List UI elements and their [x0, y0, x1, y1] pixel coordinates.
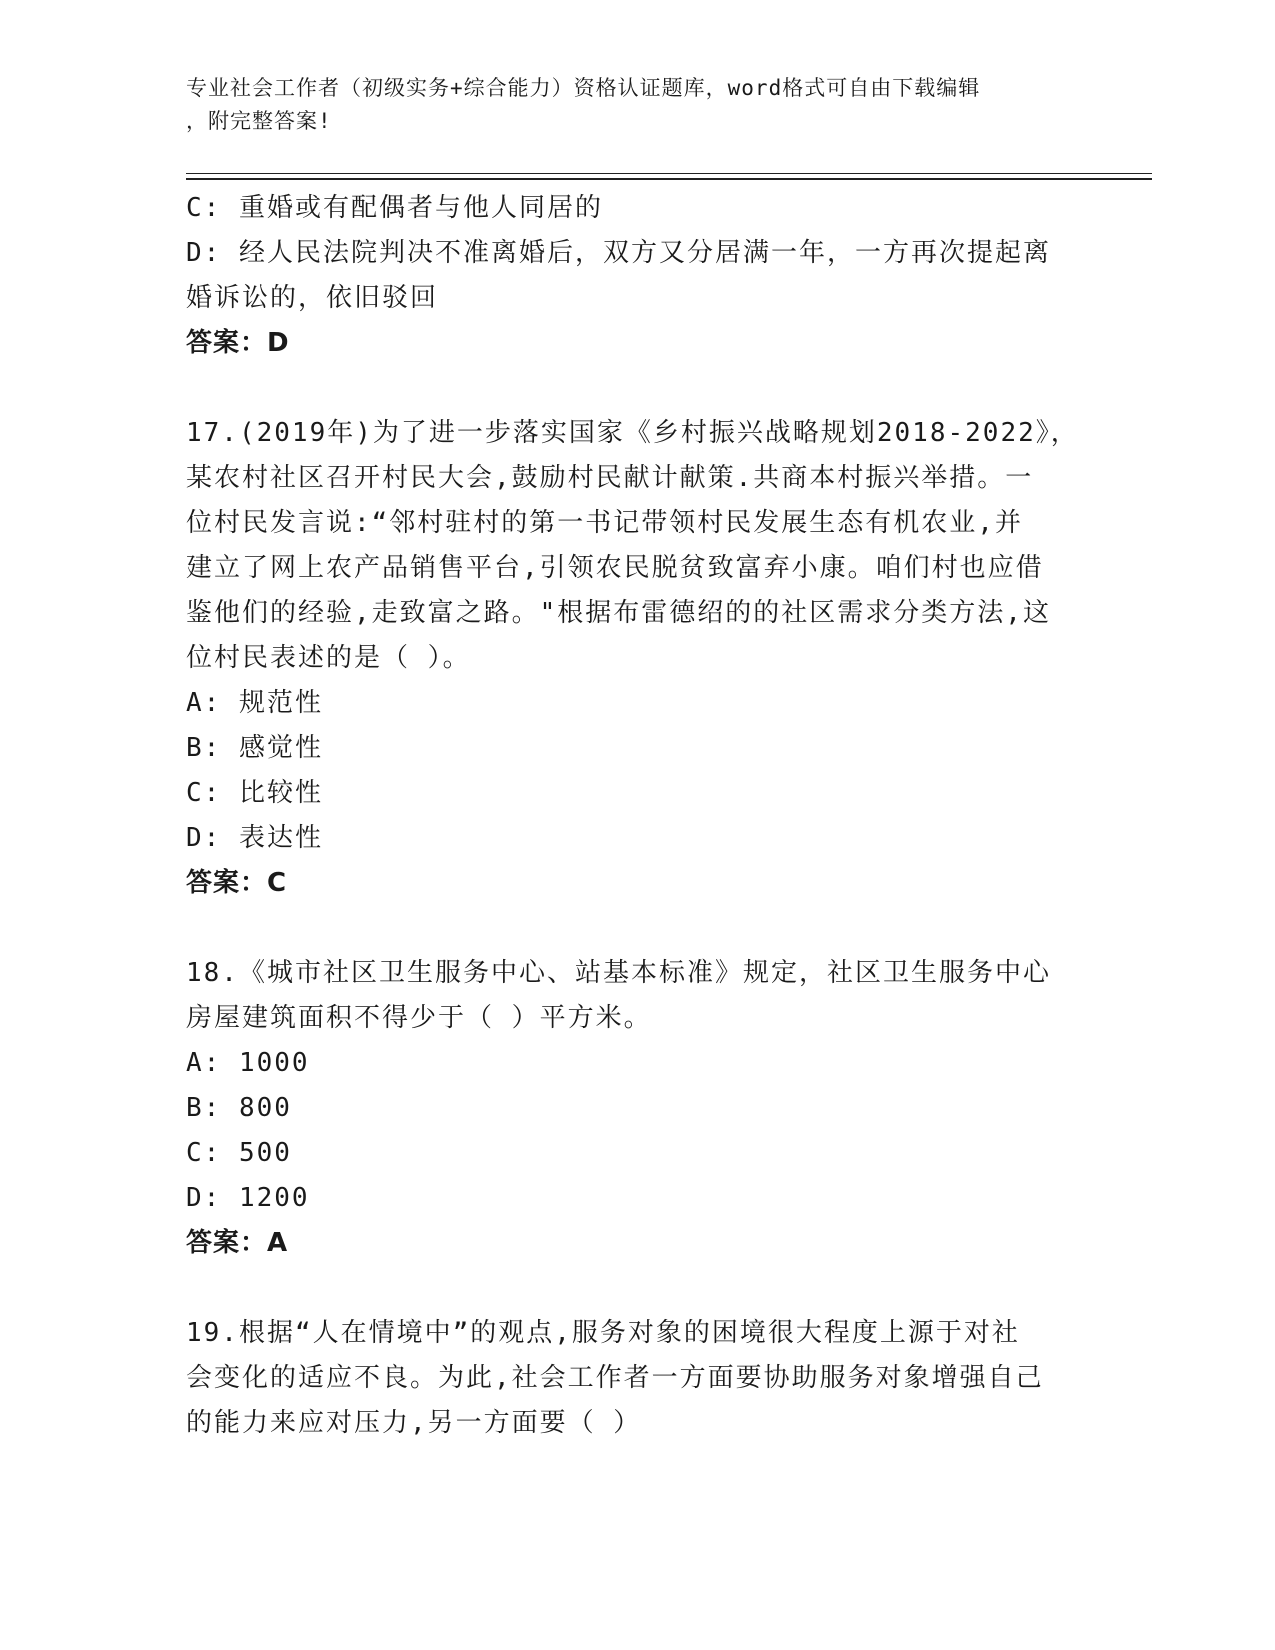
header-divider-thin: [186, 173, 1152, 174]
answer-line: 答案：A: [186, 1228, 289, 1258]
question-spacer: [186, 906, 1076, 951]
answer-line: 答案：C: [186, 868, 288, 898]
option-d: D: 1200: [186, 1183, 310, 1213]
option-a: A: 1000: [186, 1048, 310, 1078]
header-title-line-2: ，附完整答案!: [186, 109, 332, 133]
header-divider-thick: [186, 178, 1152, 180]
question-spacer: [186, 366, 1076, 411]
option-b: B: 感觉性: [186, 733, 323, 763]
question-stem-line: 19.根据“人在情境中”的观点,服务对象的困境很大程度上源于对社: [186, 1318, 1020, 1348]
question-stem-line: 鉴他们的经验,走致富之路。"根据布雷德绍的的社区需求分类方法,这: [186, 598, 1051, 628]
option-c: C: 500: [186, 1138, 292, 1168]
question-stem-line: 会变化的适应不良。为此,社会工作者一方面要协助服务对象增强自己: [186, 1363, 1044, 1393]
option-d: D: 表达性: [186, 823, 323, 853]
question-stem-line: 房屋建筑面积不得少于（ ）平方米。: [186, 1003, 652, 1033]
question-stem-line: 17.(2019年)为了进一步落实国家《乡村振兴战略规划2018-2022》，: [186, 418, 1079, 448]
option-c: C: 重婚或有配偶者与他人同居的: [186, 193, 603, 223]
option-b: B: 800: [186, 1093, 292, 1123]
option-d-line-2: 婚诉讼的，依旧驳回: [186, 283, 439, 313]
header-title-line-1: 专业社会工作者（初级实务+综合能力）资格认证题库，word格式可自由下载编辑: [186, 76, 981, 100]
question-stem-line: 某农村社区召开村民大会,鼓励村民献计献策.共商本村振兴举措。一: [186, 463, 1034, 493]
document-header: [186, 72, 1086, 138]
question-stem-line: 的能力来应对压力,另一方面要（ ）: [186, 1408, 642, 1438]
question-stem-line: 18.《城市社区卫生服务中心、站基本标准》规定，社区卫生服务中心: [186, 958, 1051, 988]
option-c: C: 比较性: [186, 778, 323, 808]
question-17: [186, 411, 1079, 906]
option-a: A: 规范性: [186, 688, 323, 718]
question-16-tail: [186, 186, 1076, 366]
question-19: [186, 1311, 1076, 1446]
question-stem-line: 建立了网上农产品销售平台,引领农民脱贫致富弃小康。咱们村也应借: [186, 553, 1044, 583]
question-content: [186, 186, 1079, 1446]
question-stem-line: 位村民表述的是（ ）。: [186, 643, 471, 673]
question-18: [186, 951, 1076, 1266]
question-spacer: [186, 1266, 1076, 1311]
answer-line: 答案：D: [186, 328, 290, 358]
question-stem-line: 位村民发言说:“邻村驻村的第一书记带领村民发展生态有机农业,并: [186, 508, 1023, 538]
option-d-line-1: D: 经人民法院判决不准离婚后，双方又分居满一年，一方再次提起离: [186, 238, 1051, 268]
